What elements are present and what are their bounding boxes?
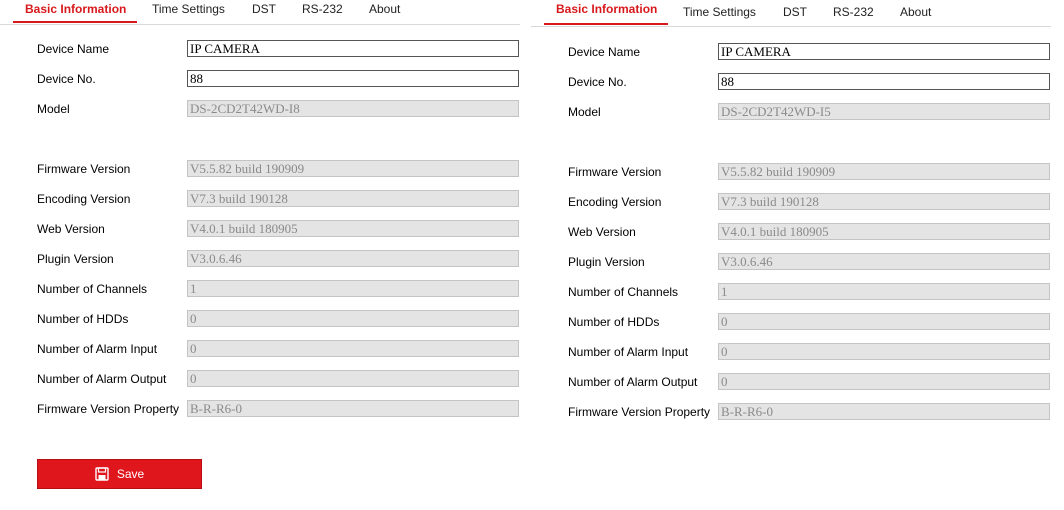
device-name-input[interactable]: IP CAMERA bbox=[187, 40, 519, 57]
model-label: Model bbox=[37, 102, 70, 116]
firmware-version-row bbox=[37, 160, 521, 177]
number-of-channels-field: 1 bbox=[187, 280, 519, 297]
tab-about[interactable]: About bbox=[900, 5, 932, 19]
alarm-output-row bbox=[37, 370, 521, 387]
alarm-output-row bbox=[568, 373, 1052, 390]
plugin-version-field: V3.0.6.46 bbox=[187, 250, 519, 267]
plugin-version-row bbox=[568, 253, 1052, 270]
device-name-label: Device Name bbox=[568, 45, 641, 59]
tab-dst[interactable]: DST bbox=[783, 5, 807, 19]
firmware-version-row bbox=[568, 163, 1052, 180]
active-tab-indicator bbox=[13, 21, 137, 23]
web-version-row bbox=[37, 220, 521, 237]
tab-rs-232[interactable]: RS-232 bbox=[833, 5, 874, 19]
number-of-channels-label: Number of Channels bbox=[568, 285, 679, 299]
alarm-input-row bbox=[37, 340, 521, 357]
encoding-version-label: Encoding Version bbox=[37, 192, 131, 206]
alarm-input-field: 0 bbox=[718, 343, 1050, 360]
save-icon bbox=[95, 467, 109, 481]
firmware-version-property-field: B-R-R6-0 bbox=[187, 400, 519, 417]
model-label: Model bbox=[568, 105, 601, 119]
device-no-input[interactable]: 88 bbox=[718, 73, 1050, 90]
firmware-version-property-row bbox=[37, 400, 521, 417]
number-of-channels-field: 1 bbox=[718, 283, 1050, 300]
firmware-version-field: V5.5.82 build 190909 bbox=[718, 163, 1050, 180]
model-row bbox=[37, 100, 521, 117]
device-name-row bbox=[568, 43, 1052, 60]
tab-about[interactable]: About bbox=[369, 2, 401, 16]
number-of-hdds-label: Number of HDDs bbox=[37, 312, 129, 326]
tab-basic-information[interactable]: Basic Information bbox=[556, 2, 658, 16]
alarm-output-label: Number of Alarm Output bbox=[568, 375, 698, 389]
tab-rs-232[interactable]: RS-232 bbox=[302, 2, 343, 16]
device-name-label: Device Name bbox=[37, 42, 110, 56]
web-version-label: Web Version bbox=[37, 222, 105, 236]
model-row bbox=[568, 103, 1052, 120]
tab-bar bbox=[531, 0, 1051, 27]
device-no-row bbox=[37, 70, 521, 87]
alarm-input-label: Number of Alarm Input bbox=[37, 342, 158, 356]
number-of-hdds-field: 0 bbox=[718, 313, 1050, 330]
plugin-version-row bbox=[37, 250, 521, 267]
firmware-version-property-label: Firmware Version Property bbox=[568, 405, 711, 419]
settings-panel-right bbox=[531, 0, 1063, 510]
alarm-output-label: Number of Alarm Output bbox=[37, 372, 167, 386]
tab-basic-information[interactable]: Basic Information bbox=[25, 2, 127, 16]
encoding-version-row bbox=[37, 190, 521, 207]
active-tab-indicator bbox=[544, 23, 668, 25]
number-of-hdds-row bbox=[568, 313, 1052, 330]
alarm-output-field: 0 bbox=[187, 370, 519, 387]
firmware-version-label: Firmware Version bbox=[37, 162, 131, 176]
encoding-version-row bbox=[568, 193, 1052, 210]
alarm-output-field: 0 bbox=[718, 373, 1050, 390]
plugin-version-label: Plugin Version bbox=[37, 252, 114, 266]
web-version-row bbox=[568, 223, 1052, 240]
number-of-channels-row bbox=[37, 280, 521, 297]
device-name-row bbox=[37, 40, 521, 57]
tab-bar bbox=[0, 0, 520, 25]
encoding-version-field: V7.3 build 190128 bbox=[718, 193, 1050, 210]
alarm-input-label: Number of Alarm Input bbox=[568, 345, 689, 359]
device-no-input[interactable]: 88 bbox=[187, 70, 519, 87]
number-of-hdds-label: Number of HDDs bbox=[568, 315, 660, 329]
model-field: DS-2CD2T42WD-I8 bbox=[187, 100, 519, 117]
device-no-label: Device No. bbox=[37, 72, 96, 86]
number-of-channels-row bbox=[568, 283, 1052, 300]
number-of-channels-label: Number of Channels bbox=[37, 282, 148, 296]
plugin-version-label: Plugin Version bbox=[568, 255, 645, 269]
firmware-version-property-label: Firmware Version Property bbox=[37, 402, 180, 416]
tab-dst[interactable]: DST bbox=[252, 2, 276, 16]
web-version-field: V4.0.1 build 180905 bbox=[718, 223, 1050, 240]
web-version-field: V4.0.1 build 180905 bbox=[187, 220, 519, 237]
device-no-row bbox=[568, 73, 1052, 90]
encoding-version-field: V7.3 build 190128 bbox=[187, 190, 519, 207]
alarm-input-row bbox=[568, 343, 1052, 360]
number-of-hdds-row bbox=[37, 310, 521, 327]
save-button[interactable] bbox=[37, 459, 202, 489]
firmware-version-field: V5.5.82 build 190909 bbox=[187, 160, 519, 177]
save-button-label: Save bbox=[116, 467, 145, 481]
model-field: DS-2CD2T42WD-I5 bbox=[718, 103, 1050, 120]
firmware-version-label: Firmware Version bbox=[568, 165, 662, 179]
web-version-label: Web Version bbox=[568, 225, 636, 239]
tab-time-settings[interactable]: Time Settings bbox=[683, 5, 756, 19]
device-no-label: Device No. bbox=[568, 75, 627, 89]
device-name-input[interactable]: IP CAMERA bbox=[718, 43, 1050, 60]
plugin-version-field: V3.0.6.46 bbox=[718, 253, 1050, 270]
alarm-input-field: 0 bbox=[187, 340, 519, 357]
firmware-version-property-field: B-R-R6-0 bbox=[718, 403, 1050, 420]
encoding-version-label: Encoding Version bbox=[568, 195, 662, 209]
tab-time-settings[interactable]: Time Settings bbox=[152, 2, 225, 16]
number-of-hdds-field: 0 bbox=[187, 310, 519, 327]
firmware-version-property-row bbox=[568, 403, 1052, 420]
